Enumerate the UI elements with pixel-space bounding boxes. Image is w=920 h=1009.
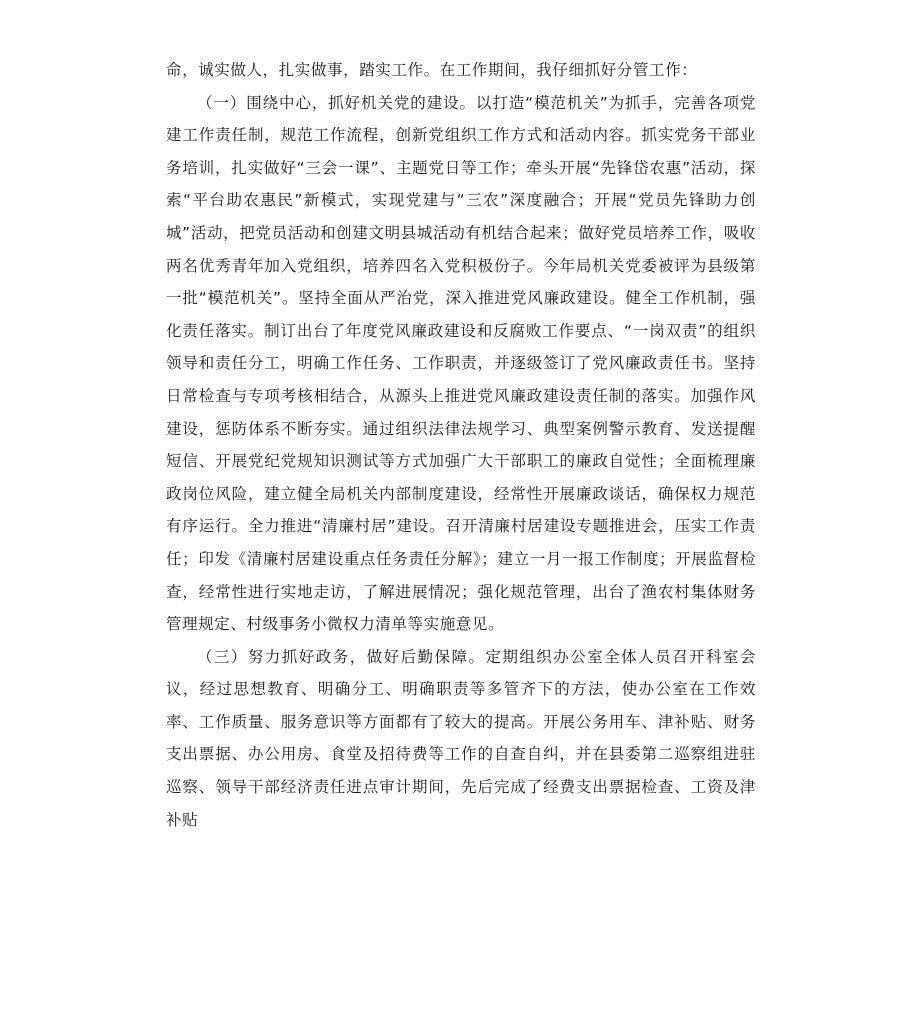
paragraph-party-building: （一）围绕中心，抓好机关党的建设。以打造“模范机关”为抓手，完善各项党建工作责任制，规范工作流程，创新党组织工作方式和活动内容。抓实党务干部业务培训，扎实做好“三会一课”、主题党日等工作；牵头开展“先锋岱农惠”活动，探索“平台助农惠民”新模式，实现党建与“三农”深度融合；开展“党员先锋助力创城”活动，把党员活动和创建文明县城活动有机结合起来；做好党员培养工作，吸收两名优秀青年加入党组织，培养四名入党积极份子。今年局机关党委被评为县级第一批“模范机关”。坚持全面从严治党，深入推进党风廉政建设。健全工作机制，强化责任落实。制订出台了年度党风廉政建设和反腐败工作要点、“一岗双责”的组织领导和责任分工，明确工作任务、工作职责，并逐级签订了党风廉政责任书。坚持日常检查与专项考核相结合，从源头上推进党风廉政建设责任制的落实。加强作风建设，惩防体系不断夯实。通过组织法律法规学习、典型案例警示教育、发送提醒短信、开展党纪党规知识测试等方式加强广大干部职工的廉政自觉性；全面梳理廉政岗位风险，建立健全局机关内部制度建设，经常性开展廉政谈话，确保权力规范有序运行。全力推进“清廉村居”建设。召开清廉村居建设专题推进会，压实工作责任；印发《清廉村居建设重点任务责任分解》；建立一月一报工作制度；开展监督检查，经常性进行实地走访，了解进展情况；强化规范管理，出台了渔农村集体财务管理规定、村级事务小微权力清单等实施意见。 [166, 93, 756, 634]
document-body [166, 54, 756, 836]
paragraph-administrative-affairs: （三）努力抓好政务，做好后勤保障。定期组织办公室全体人员召开科室会议，经过思想教育、明确分工、明确职责等多管齐下的方法，使办公室在工作效率、工作质量、服务意识等方面都有了较大的提高。开展公务用车、津补贴、财务支出票据、办公用房、食堂及招待费等工作的自查自纠，并在县委第二巡察组进驻巡察、领导干部经济责任进点审计期间，先后完成了经费支出票据检查、工资及津补贴 [166, 647, 756, 829]
paragraph-continuation: 命，诚实做人，扎实做事，踏实工作。在工作期间，我仔细抓好分管工作： [166, 61, 698, 79]
